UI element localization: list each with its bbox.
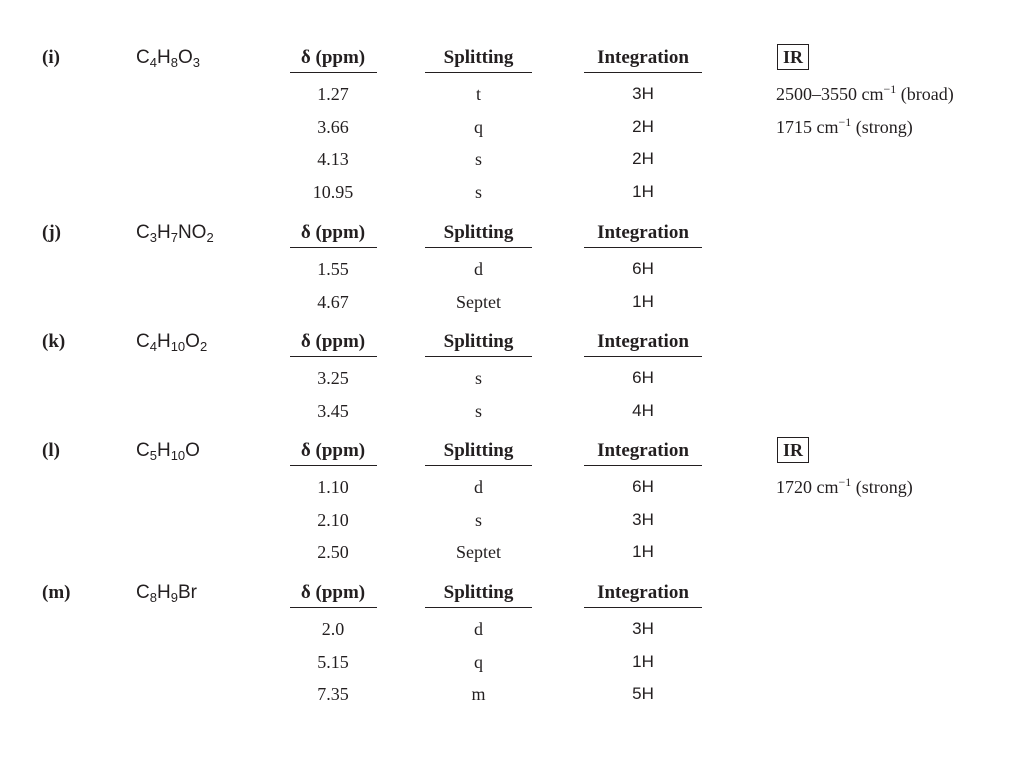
formula-element: Br xyxy=(177,582,197,603)
integration-value: 5H xyxy=(632,684,654,703)
chemical-shift-value: 7.35 xyxy=(317,684,349,704)
formula-element: C xyxy=(136,222,150,243)
chemical-shift-value: 3.25 xyxy=(317,368,349,388)
chemical-shift-value: 3.45 xyxy=(317,400,349,421)
formula-subscript: 8 xyxy=(170,55,178,70)
molecular-formula xyxy=(136,440,200,462)
shift-header: δ (ppm) xyxy=(300,582,366,603)
integration-underline xyxy=(584,356,702,357)
molecular-formula xyxy=(136,222,214,244)
integration-underline xyxy=(584,465,702,466)
integration-value: 6H xyxy=(632,259,654,278)
integration-header: Integration xyxy=(597,582,689,603)
splitting-header: Splitting xyxy=(443,222,514,243)
ir-intensity-note: (broad) xyxy=(896,84,954,104)
nmr-row xyxy=(0,508,760,532)
integration-value: 4H xyxy=(632,400,654,420)
splitting-header: Splitting xyxy=(443,331,514,352)
nmr-row xyxy=(0,682,760,706)
integration-underline xyxy=(584,607,702,608)
nmr-row xyxy=(0,650,760,674)
formula-element: H xyxy=(156,222,171,243)
splitting-value: q xyxy=(474,651,483,672)
integration-underline xyxy=(584,247,702,248)
nmr-row xyxy=(0,147,760,171)
formula-element: H xyxy=(156,331,171,352)
integration-value: 3H xyxy=(632,509,654,529)
chemical-shift-value: 10.95 xyxy=(312,181,354,202)
problem-label: (l) xyxy=(42,440,60,461)
integration-value: 1H xyxy=(632,181,654,201)
splitting-underline xyxy=(425,465,532,466)
integration-value: 2H xyxy=(632,116,654,136)
integration-value: 1H xyxy=(632,542,654,561)
integration-value: 1H xyxy=(632,651,654,671)
formula-element: H xyxy=(156,440,171,461)
splitting-header: Splitting xyxy=(443,440,514,461)
chemical-shift-value: 2.0 xyxy=(321,619,345,639)
formula-element: H xyxy=(156,582,171,603)
formula-element: C xyxy=(136,331,150,352)
chemical-shift-value: 1.10 xyxy=(317,477,349,497)
formula-subscript: 8 xyxy=(149,590,157,605)
nmr-row xyxy=(0,82,760,106)
splitting-value: d xyxy=(474,477,483,497)
shift-underline xyxy=(290,356,377,357)
integration-value: 3H xyxy=(632,619,654,638)
ir-intensity-note: (strong) xyxy=(851,477,913,497)
problem-label: (i) xyxy=(42,47,60,68)
molecular-formula xyxy=(136,331,207,353)
splitting-value: t xyxy=(475,84,481,104)
splitting-value: s xyxy=(474,149,482,169)
chemical-shift-value: 2.50 xyxy=(317,542,349,562)
nmr-row xyxy=(0,257,760,281)
integration-value: 1H xyxy=(632,291,654,311)
splitting-value: s xyxy=(474,509,482,530)
splitting-header: Splitting xyxy=(443,582,514,603)
problem-label: (k) xyxy=(42,331,66,352)
integration-header: Integration xyxy=(597,331,689,352)
shift-underline xyxy=(290,465,377,466)
splitting-value: s xyxy=(474,181,482,202)
nmr-row xyxy=(0,475,760,499)
problem-label: (j) xyxy=(42,222,61,243)
integration-value: 2H xyxy=(632,149,654,168)
formula-element: C xyxy=(136,440,150,461)
ir-wavenumber: 2500–3550 cm xyxy=(776,84,884,104)
chemical-shift-value: 4.13 xyxy=(317,149,349,169)
nmr-row xyxy=(0,540,760,564)
splitting-underline xyxy=(425,247,532,248)
shift-header: δ (ppm) xyxy=(300,440,366,461)
ir-absorption xyxy=(776,82,954,106)
ir-label-box: IR xyxy=(777,437,809,463)
nmr-row xyxy=(0,180,760,204)
molecular-formula xyxy=(136,582,197,604)
formula-element: O xyxy=(185,440,200,461)
formula-subscript: 7 xyxy=(170,230,178,245)
splitting-value: Septet xyxy=(456,542,501,562)
splitting-value: Septet xyxy=(456,291,501,312)
integration-value: 3H xyxy=(632,84,654,103)
nmr-row xyxy=(0,366,760,390)
integration-header: Integration xyxy=(597,222,689,243)
nmr-row xyxy=(0,115,760,139)
integration-underline xyxy=(584,72,702,73)
ir-wavenumber: 1715 cm xyxy=(776,116,839,137)
ir-label-box: IR xyxy=(777,44,809,70)
shift-header: δ (ppm) xyxy=(300,331,366,352)
problem-label: (m) xyxy=(42,582,71,603)
molecular-formula xyxy=(136,47,200,69)
formula-subscript: 10 xyxy=(170,448,186,463)
integration-value: 6H xyxy=(632,477,654,496)
ir-wavenumber: 1720 cm xyxy=(776,477,839,497)
nmr-row xyxy=(0,617,760,641)
formula-element: O xyxy=(185,331,200,352)
shift-header: δ (ppm) xyxy=(300,222,366,243)
splitting-header: Splitting xyxy=(443,47,514,68)
formula-element: O xyxy=(177,47,193,68)
nmr-row xyxy=(0,290,760,314)
chemical-shift-value: 1.55 xyxy=(317,259,349,279)
nmr-row xyxy=(0,399,760,423)
chemical-shift-value: 5.15 xyxy=(317,651,349,672)
splitting-underline xyxy=(425,607,532,608)
chemical-shift-value: 1.27 xyxy=(317,84,349,104)
shift-underline xyxy=(290,607,377,608)
ir-unit-exponent: −1 xyxy=(838,114,852,129)
shift-underline xyxy=(290,72,377,73)
formula-subscript: 10 xyxy=(170,339,186,354)
splitting-value: d xyxy=(474,259,483,279)
formula-subscript: 2 xyxy=(206,230,214,245)
ir-absorption xyxy=(776,475,913,499)
integration-header: Integration xyxy=(597,440,689,461)
chemical-shift-value: 4.67 xyxy=(317,291,349,312)
splitting-value: m xyxy=(471,684,486,704)
splitting-value: s xyxy=(474,400,482,421)
formula-element: C xyxy=(136,582,150,603)
chemical-shift-value: 2.10 xyxy=(317,509,349,530)
formula-subscript: 4 xyxy=(149,55,157,70)
formula-element: H xyxy=(156,47,171,68)
shift-underline xyxy=(290,247,377,248)
formula-subscript: 2 xyxy=(199,339,208,354)
ir-unit-exponent: −1 xyxy=(883,82,897,96)
integration-header: Integration xyxy=(597,47,689,68)
shift-header: δ (ppm) xyxy=(300,47,366,68)
formula-subscript: 9 xyxy=(170,590,178,605)
formula-element: C xyxy=(136,47,150,68)
formula-subscript: 5 xyxy=(149,448,157,463)
formula-subscript: 3 xyxy=(149,230,157,245)
chemical-shift-value: 3.66 xyxy=(317,116,349,137)
integration-value: 6H xyxy=(632,368,654,387)
ir-absorption xyxy=(776,115,913,139)
formula-subscript: 4 xyxy=(149,339,157,354)
ir-unit-exponent: −1 xyxy=(838,475,852,489)
splitting-value: d xyxy=(474,619,483,639)
splitting-underline xyxy=(425,72,532,73)
formula-subscript: 3 xyxy=(192,55,200,70)
splitting-value: s xyxy=(474,368,482,388)
splitting-value: q xyxy=(474,116,483,137)
formula-element: NO xyxy=(177,222,207,243)
ir-intensity-note: (strong) xyxy=(851,116,913,137)
splitting-underline xyxy=(425,356,532,357)
